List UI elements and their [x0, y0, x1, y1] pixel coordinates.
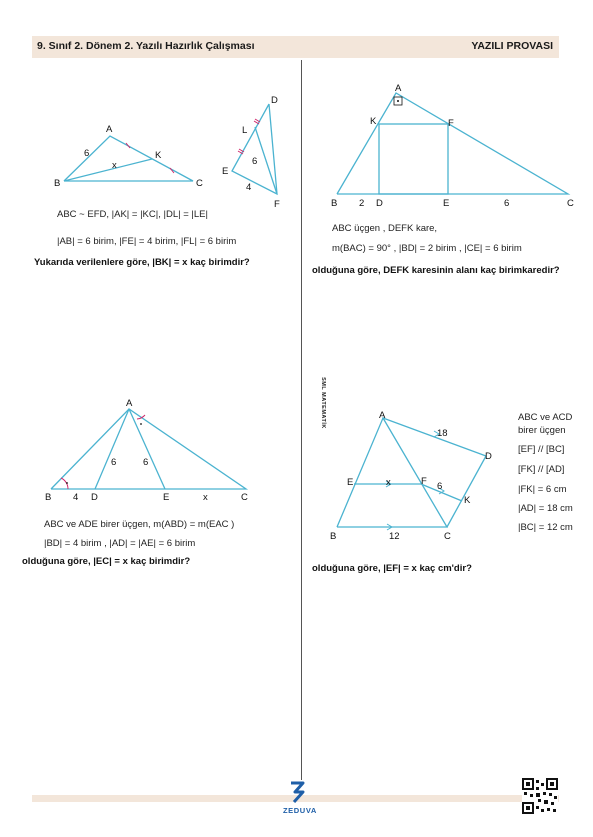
q4-shape [337, 418, 486, 530]
q3-given-1: ABC ve ADE birer üçgen, m(ABD) = m(EAC ) [44, 519, 235, 530]
q1-label-k: K [155, 150, 162, 161]
q3-label-b: B [45, 492, 52, 503]
zeduva-logo-icon [288, 780, 306, 804]
q4-question: olduğuna göre, |EF| = x kaç cm'dir? [312, 563, 472, 574]
q1-label-e: E [222, 166, 229, 177]
page-title: 9. Sınıf 2. Dönem 2. Yazılı Hazırlık Çalışması [37, 40, 255, 52]
q1-label-f: F [274, 199, 280, 210]
q4-given-7: |BC| = 12 cm [518, 522, 573, 533]
q4-label-d: D [485, 451, 492, 462]
q1-label-x: x [112, 160, 117, 171]
q4-given-5: |FK| = 6 cm [518, 484, 567, 495]
q2-label-e: E [443, 198, 450, 209]
q1-label-b: B [54, 178, 61, 189]
q2-given-2: m(BAC) = 90° , |BD| = 2 birim , |CE| = 6 birim [332, 243, 522, 254]
q2-label-b: B [331, 198, 338, 209]
q4-label-f: F [421, 476, 427, 487]
q2-label-f: F [448, 118, 454, 129]
q4-label-k: K [464, 495, 471, 506]
q1-label-a: A [106, 124, 113, 135]
qr-code-icon [522, 778, 558, 814]
q1-label-d: D [271, 95, 278, 106]
q3-question: olduğuna göre, |EC| = x kaç birimdir? [22, 556, 191, 567]
q1-question: Yukarıda verilenlere göre, |BK| = x kaç birimdir? [34, 257, 250, 268]
q3-label-a: A [126, 398, 133, 409]
q4-given-3: [EF] // [BC] [518, 444, 565, 455]
q3-label-c: C [241, 492, 248, 503]
q4-label-eighteen: 18 [437, 428, 448, 439]
q2-label-two: 2 [359, 198, 365, 209]
q2-label-six: 6 [504, 198, 510, 209]
q2-label-d: D [376, 198, 383, 209]
q3-label-e: E [163, 492, 170, 503]
q2-label-c: C [567, 198, 574, 209]
q3-label-six1: 6 [111, 457, 117, 468]
side-label: SML MATEMATİK [319, 377, 326, 429]
q2-given-1: ABC üçgen , DEFK kare, [332, 223, 438, 234]
q4-given-4: [FK] // [AD] [518, 464, 565, 475]
q4-given-6: |AD| = 18 cm [518, 503, 573, 514]
q4-label-x: x [386, 477, 391, 488]
q4-given-2: birer üçgen [518, 425, 566, 436]
q3-label-d: D [91, 492, 98, 503]
q2-label-a: A [395, 83, 402, 94]
q2-question: olduğuna göre, DEFK karesinin alanı kaç birimkaredir? [312, 265, 560, 276]
q1-given-2: |AB| = 6 birim, |FE| = 4 birim, |FL| = 6 birim [57, 236, 237, 247]
q4-given-1: ABC ve ACD [518, 412, 573, 423]
q1-given-1: ABC ~ EFD, |AK| = |KC|, |DL| = |LE| [57, 209, 208, 220]
q4-label-a: A [379, 410, 386, 421]
q4-label-c: C [444, 531, 451, 542]
q4-label-twelve: 12 [389, 531, 400, 542]
q1-label-six: 6 [84, 148, 90, 159]
header-badge: YAZILI PROVASI [471, 40, 553, 52]
q4-label-six: 6 [437, 481, 443, 492]
q1-label-c: C [196, 178, 203, 189]
q3-given-2: |BD| = 4 birim , |AD| = |AE| = 6 birim [44, 538, 196, 549]
q3-label-x: x [203, 492, 208, 503]
q2-label-k: K [370, 116, 377, 127]
q1-label-six2: 6 [252, 156, 258, 167]
footer-logo-text: ZEDUVA [283, 806, 317, 815]
q4-label-b: B [330, 531, 337, 542]
q1-label-l: L [242, 125, 248, 136]
q4-label-e: E [347, 477, 354, 488]
q3-label-six2: 6 [143, 457, 149, 468]
q3-label-four: 4 [73, 492, 79, 503]
q1-label-four: 4 [246, 182, 252, 193]
